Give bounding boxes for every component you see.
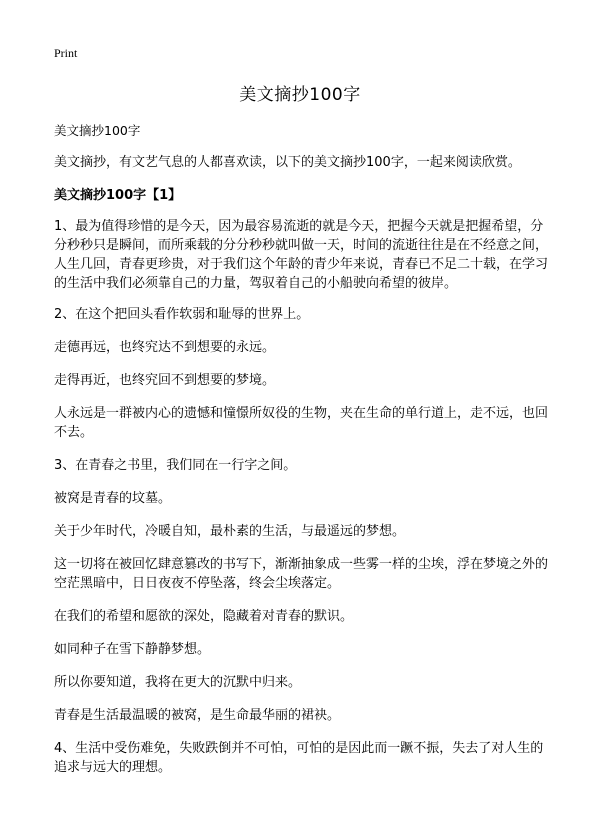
paragraph-3: 走德再远，也终究达不到想要的永远。 [54, 340, 276, 355]
paragraph-2: 2、在这个把回头看作软弱和耻辱的世界上。 [54, 307, 310, 322]
paragraph-7: 被窝是青春的坟墓。 [54, 491, 172, 506]
paragraph-9: 这一切将在被回忆肆意篡改的书写下，渐渐抽象成一些雾一样的尘埃，浮在梦境之外的空茫黑暗中，日日夜夜不停坠落，终会尘埃落定。 [54, 557, 549, 591]
paragraph-4: 走得再近，也终究回不到想要的梦境。 [54, 373, 276, 388]
paragraph-11: 如同种子在雪下静静梦想。 [54, 642, 211, 657]
print-link[interactable]: Print [54, 46, 78, 60]
article-body [54, 121, 554, 791]
page-title: 美文摘抄100字 [239, 85, 361, 105]
paragraph-6: 3、在青春之书里，我们同在一行字之间。 [54, 458, 297, 473]
section-heading: 美文摘抄100字【1】 [54, 188, 182, 203]
paragraph-5: 人永远是一群被内心的遗憾和憧憬所奴役的生物，夹在生命的单行道上，走不远，也回不去。 [54, 406, 549, 440]
paragraph-8: 关于少年时代，冷暖自知，最朴素的生活，与最遥远的梦想。 [54, 524, 406, 539]
paragraph-14: 4、生活中受伤难免，失败跌倒并不可怕，可怕的是因此而一蹶不振，失去了对人生的追求与远大的理想。 [54, 741, 544, 775]
article-subtitle: 美文摘抄100字 [54, 123, 141, 138]
intro-paragraph: 美文摘抄，有文艺气息的人都喜欢读，以下的美文摘抄100字，一起来阅读欣赏。 [54, 155, 521, 170]
paragraph-1: 1、最为值得珍惜的是今天，因为最容易流逝的就是今天，把握今天就是把握希望，分分秒秒只是瞬间，而所乘载的分分秒秒就叫做一天，时间的流逝往往是在不经意之间，人生几回，青春更珍贵，对于我们这个年龄的青少年来说，青春已不足二十载，在学习的生活中我们必须靠自己的力量，驾驭着自己的小船驶向希望的彼岸。 [54, 219, 549, 291]
paragraph-12: 所以你要知道，我将在更大的沉默中归来。 [54, 675, 302, 690]
paragraph-13: 青春是生活最温暖的被窝，是生命最华丽的裙袂。 [54, 708, 341, 723]
paragraph-10: 在我们的希望和愿欲的深处，隐藏着对青春的默识。 [54, 609, 354, 624]
